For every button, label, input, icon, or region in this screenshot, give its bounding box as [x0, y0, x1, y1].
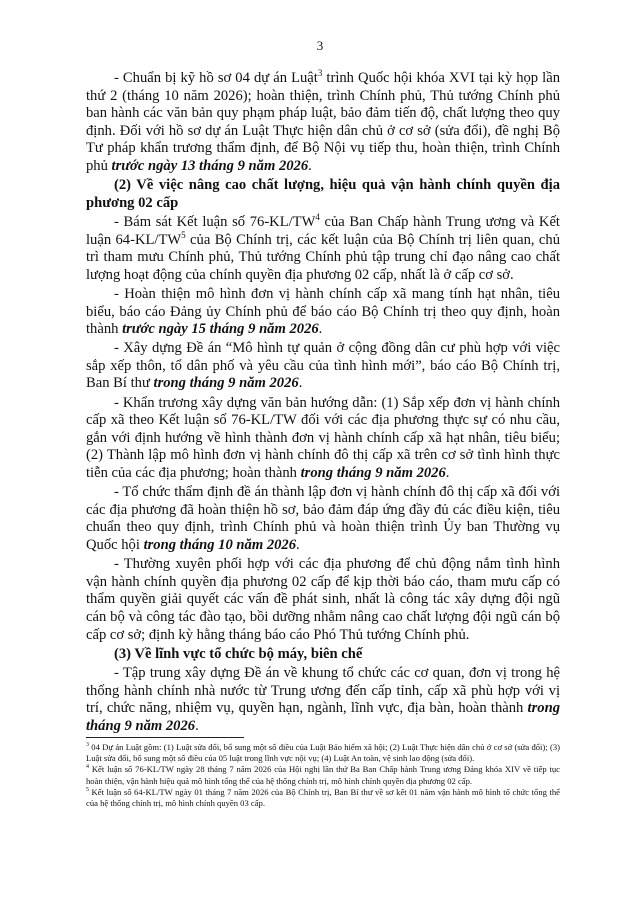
- paragraph-text: - Xây dựng Đề án “Mô hình tự quản ở cộng đồng dân cư phù hợp với việc sắp xếp thôn, tổ dân phố và yêu cầu của tình hình mới”, báo cáo Bộ Chính trị, Ban Bí thư: [86, 340, 560, 392]
- para-monitor-conclusions: [86, 214, 560, 284]
- paragraph-text: .: [195, 717, 199, 734]
- paragraph-text: - Thường xuyên phối hợp với các địa phương để chủ động nắm tình hình vận hành chính quyền địa phương 02 cấp để kịp thời báo cáo, tham mưu cấp có thẩm quyền giải quyết các vấn đề phát sinh, nhất là công tác xây dựng đội ngũ cán bộ và công tác đào tạo, bồi dưỡng nhằm nâng cao chất lượng đội ngũ cán bộ cấp cơ sở; định kỳ hằng tháng báo cáo Phó Thủ tướng Chính phủ.: [86, 556, 560, 643]
- paragraph-text: trình Quốc hội khóa XVI tại kỳ họp lần thứ 2 (tháng 10 năm 2026); hoàn thiện, trình Chính phủ, Thủ tướng Chính phủ ban hành các văn bản quy phạm pháp luật, bảo đảm tiến độ, chất lượng theo quy định. Đối với hồ sơ dự án Luật Thực hiện dân chủ ở cơ sở (sửa đổi), đề nghị Bộ Tư pháp khẩn trương thẩm định, để Bộ Nội vụ tiếp thu, hoàn thiện, trình Chính phủ: [86, 70, 560, 174]
- paragraph-text: - Chuẩn bị kỹ hồ sơ 04 dự án Luật: [114, 70, 318, 86]
- paragraph-text: - Bám sát Kết luận số 76-KL/TW: [114, 213, 316, 230]
- paragraph-text: .: [318, 321, 323, 338]
- paragraph-text: - Khẩn trương xây dựng văn bản hướng dẫn: (1) Sắp xếp đơn vị hành chính cấp xã theo Kết luận số 76-KL/TW đối với các địa phương thực sự có nhu cầu, gắn với định hướng về hình thành đơn vị hành chính cấp xã hạt nhân, tiêu biểu; (2) Thành lập mô hình đơn vị hành chính đô thị cấp xã trên cơ sở tình hình thực tiễn của các địa phương; hoàn thành: [86, 394, 560, 482]
- footnotes: [86, 742, 560, 809]
- section-heading-3: [86, 646, 560, 664]
- para-legal-dossiers: [86, 70, 560, 176]
- paragraph-text: .: [445, 465, 450, 482]
- paragraph-text: - Tập trung xây dựng Đề án về khung tổ chức các cơ quan, đơn vị trong hệ thống hành chính nhà nước từ Trung ương đến cấp tỉnh, cấp xã phù hợp với vị trí, chức năng, nhiệm vụ, quyền hạn, ngành, lĩnh vực, địa bàn, hoàn thành: [86, 664, 560, 717]
- para-commune-model: [86, 286, 560, 339]
- footnote-separator: [86, 737, 244, 738]
- deadline-text: trong tháng 9 năm 2026: [86, 700, 560, 734]
- paragraph-text: (3) Về lĩnh vực tổ chức bộ máy, biên chế: [114, 645, 363, 662]
- paragraph-text: của Ban Chấp hành Trung ương và Kết luận 64-KL/TW: [86, 213, 560, 248]
- paragraph-text: của Bộ Chính trị, các kết luận của Bộ Chính trị liên quan, chủ trì tham mưu Chính phủ, Thủ tướng Chính phủ tập trung chỉ đạo nâng cao chất lượng hoạt động của chính quyền địa phương 02 cấp, nhất là ở cấp cơ sở.: [86, 231, 560, 283]
- para-appraisal: [86, 484, 560, 554]
- footnote-5: [86, 787, 560, 809]
- paragraph-text: - Tổ chức thẩm định đề án thành lập đơn vị hành chính đô thị cấp xã đối với các địa phương đã hoàn thiện hồ sơ, bảo đảm đáp ứng đầy đủ các điều kiện, tiêu chuẩn theo quy định, trình Chính phủ và hoàn thiện trình Ủy ban Thường vụ Quốc hội: [86, 484, 560, 553]
- para-guidance-docs: [86, 395, 560, 483]
- paragraph-text: .: [296, 537, 300, 553]
- page-number: 3: [316, 38, 324, 53]
- section-heading-2: [86, 177, 560, 212]
- footnote-ref: 4: [315, 212, 320, 223]
- footnote-3: [86, 742, 560, 764]
- footnote-number: 4: [86, 764, 89, 771]
- deadline-text: trong tháng 10 năm 2026: [143, 537, 297, 553]
- paragraph-text: .: [298, 375, 303, 392]
- document-body: [86, 70, 560, 737]
- para-community-model: [86, 340, 560, 393]
- deadline-text: trước ngày 15 tháng 9 năm 2026: [122, 321, 319, 338]
- footnote-number: 3: [86, 742, 89, 749]
- footnote-number: 5: [86, 786, 89, 793]
- footnote-4: [86, 764, 560, 786]
- paragraph-text: - Hoàn thiện mô hình đơn vị hành chính cấp xã mang tính hạt nhân, tiêu biểu, báo cáo Đảng ủy Chính phủ để báo cáo Bộ Chính trị theo quy định, hoàn thành: [86, 285, 560, 338]
- footnote-text: 04 Dự án Luật gồm: (1) Luật sửa đổi, bổ sung một số điều của Luật Bảo hiểm xã hội; (2) Luật Thực hiện dân chủ ở cơ sở (sửa đổi); (3) Luật sửa đổi, bổ sung một số điều của 05 luật trong lĩnh vực nội vụ; (4) Luật An toàn, vệ sinh lao động (sửa đổi).: [86, 742, 560, 764]
- paragraph-text: (2) Về việc nâng cao chất lượng, hiệu quả vận hành chính quyền địa phương 02 cấp: [86, 177, 560, 211]
- footnote-ref: 3: [317, 68, 323, 79]
- footnote-text: Kết luận số 64-KL/TW ngày 01 tháng 7 năm 2026 của Bộ Chính trị, Ban Bí thư về sơ kết 01 năm vận hành mô hình tổ chức tổng thể của hệ thống chính trị, mô hình chính quyền 03 cấp.: [86, 786, 560, 809]
- para-coordination: [86, 556, 560, 644]
- footnote-ref: 5: [181, 229, 186, 240]
- paragraph-text: .: [308, 157, 312, 174]
- para-organization: [86, 665, 560, 735]
- footnote-text: Kết luận số 76-KL/TW ngày 28 tháng 7 năm 2026 của Hội nghị lần thứ Ba Ban Chấp hành Trung ương Đảng khóa XIV về tiếp tục hoàn thiện, vận hành hiệu quả mô hình tổng thể của hệ thống chính trị, mô hình chính quyền địa phương 02 cấp.: [86, 764, 560, 786]
- deadline-text: trong tháng 9 năm 2026: [300, 465, 446, 482]
- deadline-text: trước ngày 13 tháng 9 năm 2026: [111, 157, 309, 174]
- deadline-text: trong tháng 9 năm 2026: [153, 375, 299, 392]
